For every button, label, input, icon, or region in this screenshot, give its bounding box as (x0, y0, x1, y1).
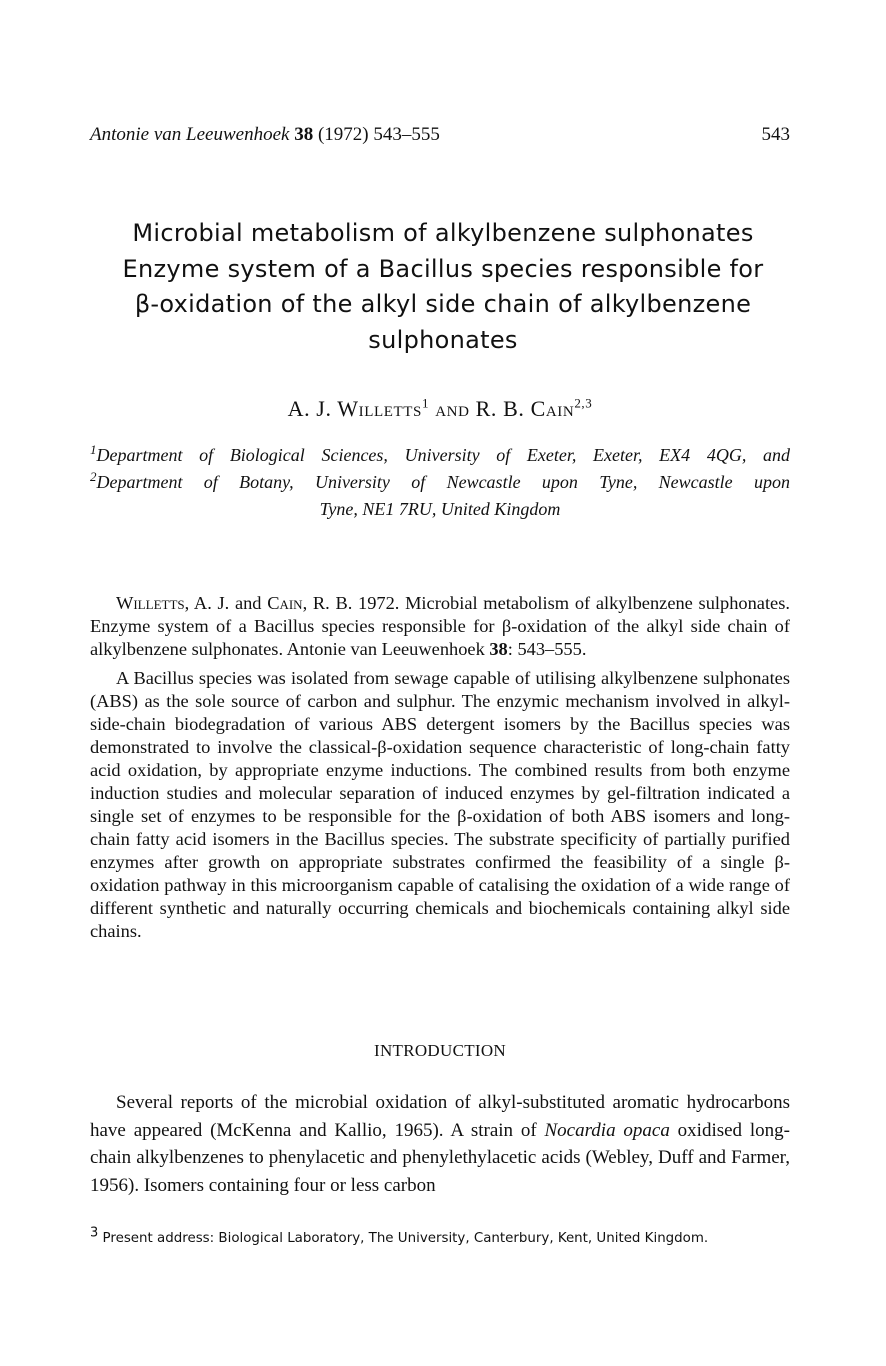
citation-author: Cain (267, 593, 303, 613)
title-line: sulphonates (368, 325, 518, 354)
journal-name: Antonie van Leeuwenhoek (90, 124, 290, 145)
title-line: Enzyme system of a Bacillus species responsible for (122, 254, 764, 283)
citation-text: , R. B. 1972. Microbial metabolism of alkylbenzene sulphonates. Enzyme system of a Bacillus species responsible for β-oxidation of the alkyl side chain of alkylbenzene sulphonates. Antonie van Leeuwenhoek (90, 593, 790, 659)
abstract-body: A Bacillus species was isolated from sewage capable of utilising alkylbenzene sulphonates (ABS) as the sole source of carbon and sulphur. The enzymic mechanism involved in alkyl-side-chain biodegradation of various ABS detergent isomers by the Bacillus species was demonstrated to involve the classical-β-oxidation sequence characteristic of long-chain fatty acid oxidation, by appropriate enzyme inductions. The combined results from both enzyme induction studies and molecular separation of induced enzymes by gel-filtration indicated a single set of enzymes to be responsible for the β-oxidation of both ABS isomers and long-chain fatty acid isomers in the Bacillus species. The substrate specificity of partially purified enzymes after growth on appropriate substrates confirmed the feasibility of a single β-oxidation pathway in this microorganism capable of catalising the oxidation of a wide range of different synthetic and naturally occurring chemicals and biochemicals containing alkyl side chains. (90, 668, 790, 941)
abstract (90, 592, 790, 949)
journal-year-pages: (1972) 543–555 (317, 124, 440, 145)
affiliation-superscript: 2 (90, 469, 97, 484)
running-header (90, 124, 790, 146)
affiliation-line: Tyne, NE1 7RU, United Kingdom (319, 499, 561, 519)
footnote-superscript: 3 (90, 1225, 99, 1241)
citation-author: Willetts (116, 593, 185, 613)
citation-pages: : 543–555. (507, 639, 587, 659)
page-number: 543 (761, 124, 790, 145)
footnote-text: Present address: Biological Laboratory, The University, Canterbury, Kent, United Kingdom. (98, 1231, 709, 1246)
footnote (90, 1225, 790, 1246)
author-name: A. J. Willetts (287, 396, 422, 421)
citation-text: , A. J. and (184, 593, 268, 613)
organism-name: Nocardia opaca (544, 1119, 670, 1141)
affiliation-line (90, 442, 790, 469)
author-superscript: 2,3 (574, 395, 593, 411)
author-conjunction: and (435, 396, 470, 421)
author-superscript: 1 (421, 395, 430, 411)
citation-volume: 38 (489, 639, 508, 659)
journal-citation (90, 124, 440, 146)
journal-volume: 38 (294, 124, 314, 145)
abstract-citation (90, 592, 790, 661)
paragraph (90, 1089, 790, 1199)
affiliations (90, 442, 790, 523)
author-name: R. B. Cain (475, 396, 575, 421)
introduction-text (90, 1089, 790, 1199)
affiliation-superscript: 1 (90, 442, 97, 457)
article-title (80, 216, 806, 358)
section-heading: INTRODUCTION (373, 1041, 507, 1060)
title-line: Microbial metabolism of alkylbenzene sulphonates (132, 219, 754, 247)
affiliation-line (90, 469, 790, 496)
affiliation-text: Department of Biological Sciences, University of Exeter, Exeter, EX4 4QG, and (96, 445, 790, 465)
paragraph-text: oxidised long-chain alkylbenzenes to phenylacetic and phenylethylacetic acids (Webley, Duff and Farmer, 1956). Isomers containing four or less carbon (90, 1119, 790, 1196)
affiliation-text: Department of Botany, University of Newcastle upon Tyne, Newcastle upon (96, 472, 790, 492)
paragraph-text: Several reports of the microbial oxidation of alkyl-substituted aromatic hydrocarbons have appeared (McKenna and Kallio, 1965). A strain of (90, 1092, 790, 1141)
author-line (90, 396, 790, 422)
title-line: β-oxidation of the alkyl side chain of alkylbenzene (134, 290, 752, 318)
